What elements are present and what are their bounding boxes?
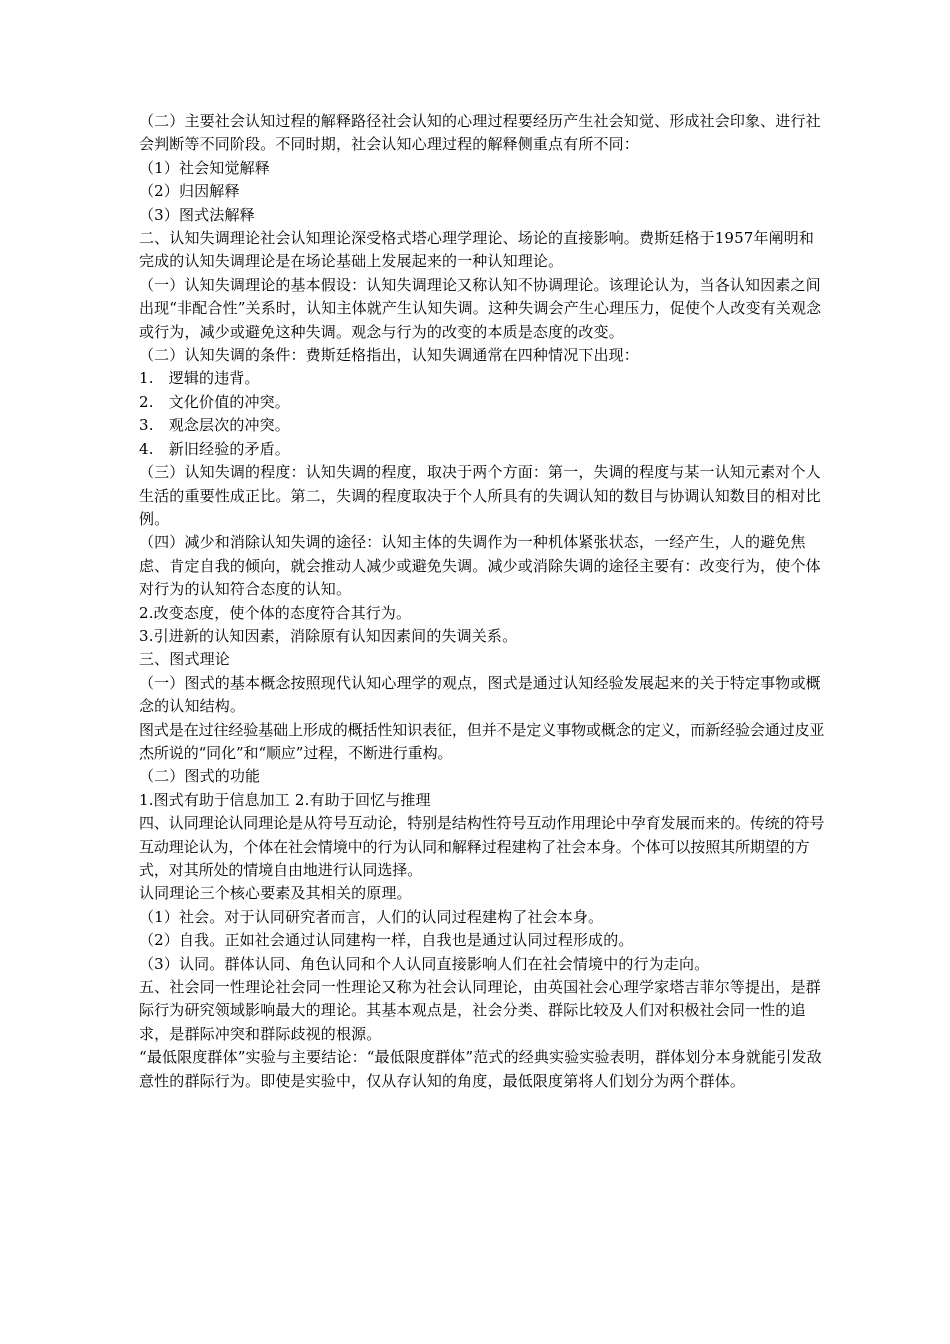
paragraph-identity-theory: 四、认同理论认同理论是从符号互动论，特别是结构性符号互动作用理论中孕育发展而来的。传统的符号互动理论认为，个体在社会情境中的行为认同和解释过程建构了社会本身。个体可以按照其所期望的方式，对其所处的情境自由地进行认同选择。 [139, 814, 825, 879]
paragraph-minimal-group-experiment: “最低限度群体”实验与主要结论：“最低限度群体”范式的经典实验实验表明，群体划分本身就能引发敌意性的群际行为。即使是实验中，仅从存认知的角度，最低限度第将人们划分为两个群体。 [139, 1048, 822, 1090]
list-item-schema: （3）图式法解释 [139, 205, 255, 224]
paragraph-identity-core-elements: 认同理论三个核心要素及其相关的原理。 [139, 884, 412, 903]
list-item-identity: （3）认同。群体认同、角色认同和个人认同直接影响人们在社会情境中的行为走向。 [139, 954, 710, 973]
paragraph-schema-representation: 图式是在过往经验基础上形成的概括性知识表征，但并不是定义事物或概念的定义，而新经验会通过皮亚杰所说的“同化”和“顺应”过程，不断进行重构。 [139, 720, 825, 762]
list-item-attribution: （2）归因解释 [139, 182, 240, 201]
paragraph-dissonance-degree: （三）认知失调的程度：认知失调的程度，取决于两个方面：第一，失调的程度与某一认知元素对个人生活的重要性成正比。第二，失调的程度取决于个人所具有的失调认知的数目与协调认知数目的相对比例。 [139, 463, 821, 528]
list-item-condition-4: 4. 新旧经验的矛盾。 [139, 439, 290, 458]
list-item-schema-functions: 1.图式有助于信息加工 2.有助于回忆与推理 [139, 790, 431, 809]
list-item-condition-2: 2. 文化价值的冲突。 [139, 392, 290, 411]
heading-dissonance-theory: 二、认知失调理论社会认知理论深受格式塔心理学理论、场论的直接影响。费斯廷格于1957年阐明和完成的认知失调理论是在场论基础上发展起来的一种认知理论。 [139, 229, 815, 271]
list-item-condition-3: 3. 观念层次的冲突。 [139, 416, 290, 435]
paragraph-dissonance-conditions: （二）认知失调的条件：费斯廷格指出，认知失调通常在四种情况下出现： [139, 346, 639, 365]
list-item-reduction-2: 2.改变态度，使个体的态度符合其行为。 [139, 603, 412, 622]
heading-schema-functions: （二）图式的功能 [139, 767, 261, 786]
list-item-reduction-3: 3.引进新的认知因素，消除原有认知因素间的失调关系。 [139, 626, 518, 645]
list-item-social-perception: （1）社会知觉解释 [139, 158, 270, 177]
paragraph-dissonance-assumption: （一）认知失调理论的基本假设：认知失调理论又称认知不协调理论。该理论认为，当各认知因素之间出现“非配合性”关系时，认知主体就产生认知失调。这种失调会产生心理压力，促使个人改变有关观念或行为，减少或避免这种失调。观念与行为的改变的本质是态度的改变。 [139, 275, 822, 341]
list-item-society: （1）社会。对于认同研究者而言，人们的认同过程建构了社会本身。 [139, 907, 604, 926]
paragraph-dissonance-reduction: （四）减少和消除认知失调的途径：认知主体的失调作为一种机体紧张状态，一经产生，人的避免焦虑、肯定自我的倾向，就会推动人减少或避免失调。减少或消除失调的途径主要有：改变行为，使个体对行为的认知符合态度的认知。 [139, 533, 821, 599]
paragraph-social-cognition-paths: （二）主要社会认知过程的解释路径社会认知的心理过程要经历产生社会知觉、形成社会印象、进行社会判断等不同阶段。不同时期，社会认知心理过程的解释侧重点有所不同： [139, 112, 821, 154]
heading-schema-theory: 三、图式理论 [139, 650, 230, 669]
paragraph-schema-concept: （一）图式的基本概念按照现代认知心理学的观点，图式是通过认知经验发展起来的关于特定事物或概念的认知结构。 [139, 673, 821, 716]
paragraph-social-identity-theory: 五、社会同一性理论社会同一性理论又称为社会认同理论，由英国社会心理学家塔吉菲尔等提出，是群际行为研究领域影响最大的理论。其基本观点是，社会分类、群际比较及人们对积极社会同一性的追求，是群际冲突和群际歧视的根源。 [139, 978, 821, 1043]
list-item-condition-1: 1. 逻辑的违背。 [139, 369, 260, 388]
list-item-self: （2）自我。正如社会通过认同建构一样，自我也是通过认同过程形成的。 [139, 931, 634, 950]
document-body [139, 110, 829, 1093]
